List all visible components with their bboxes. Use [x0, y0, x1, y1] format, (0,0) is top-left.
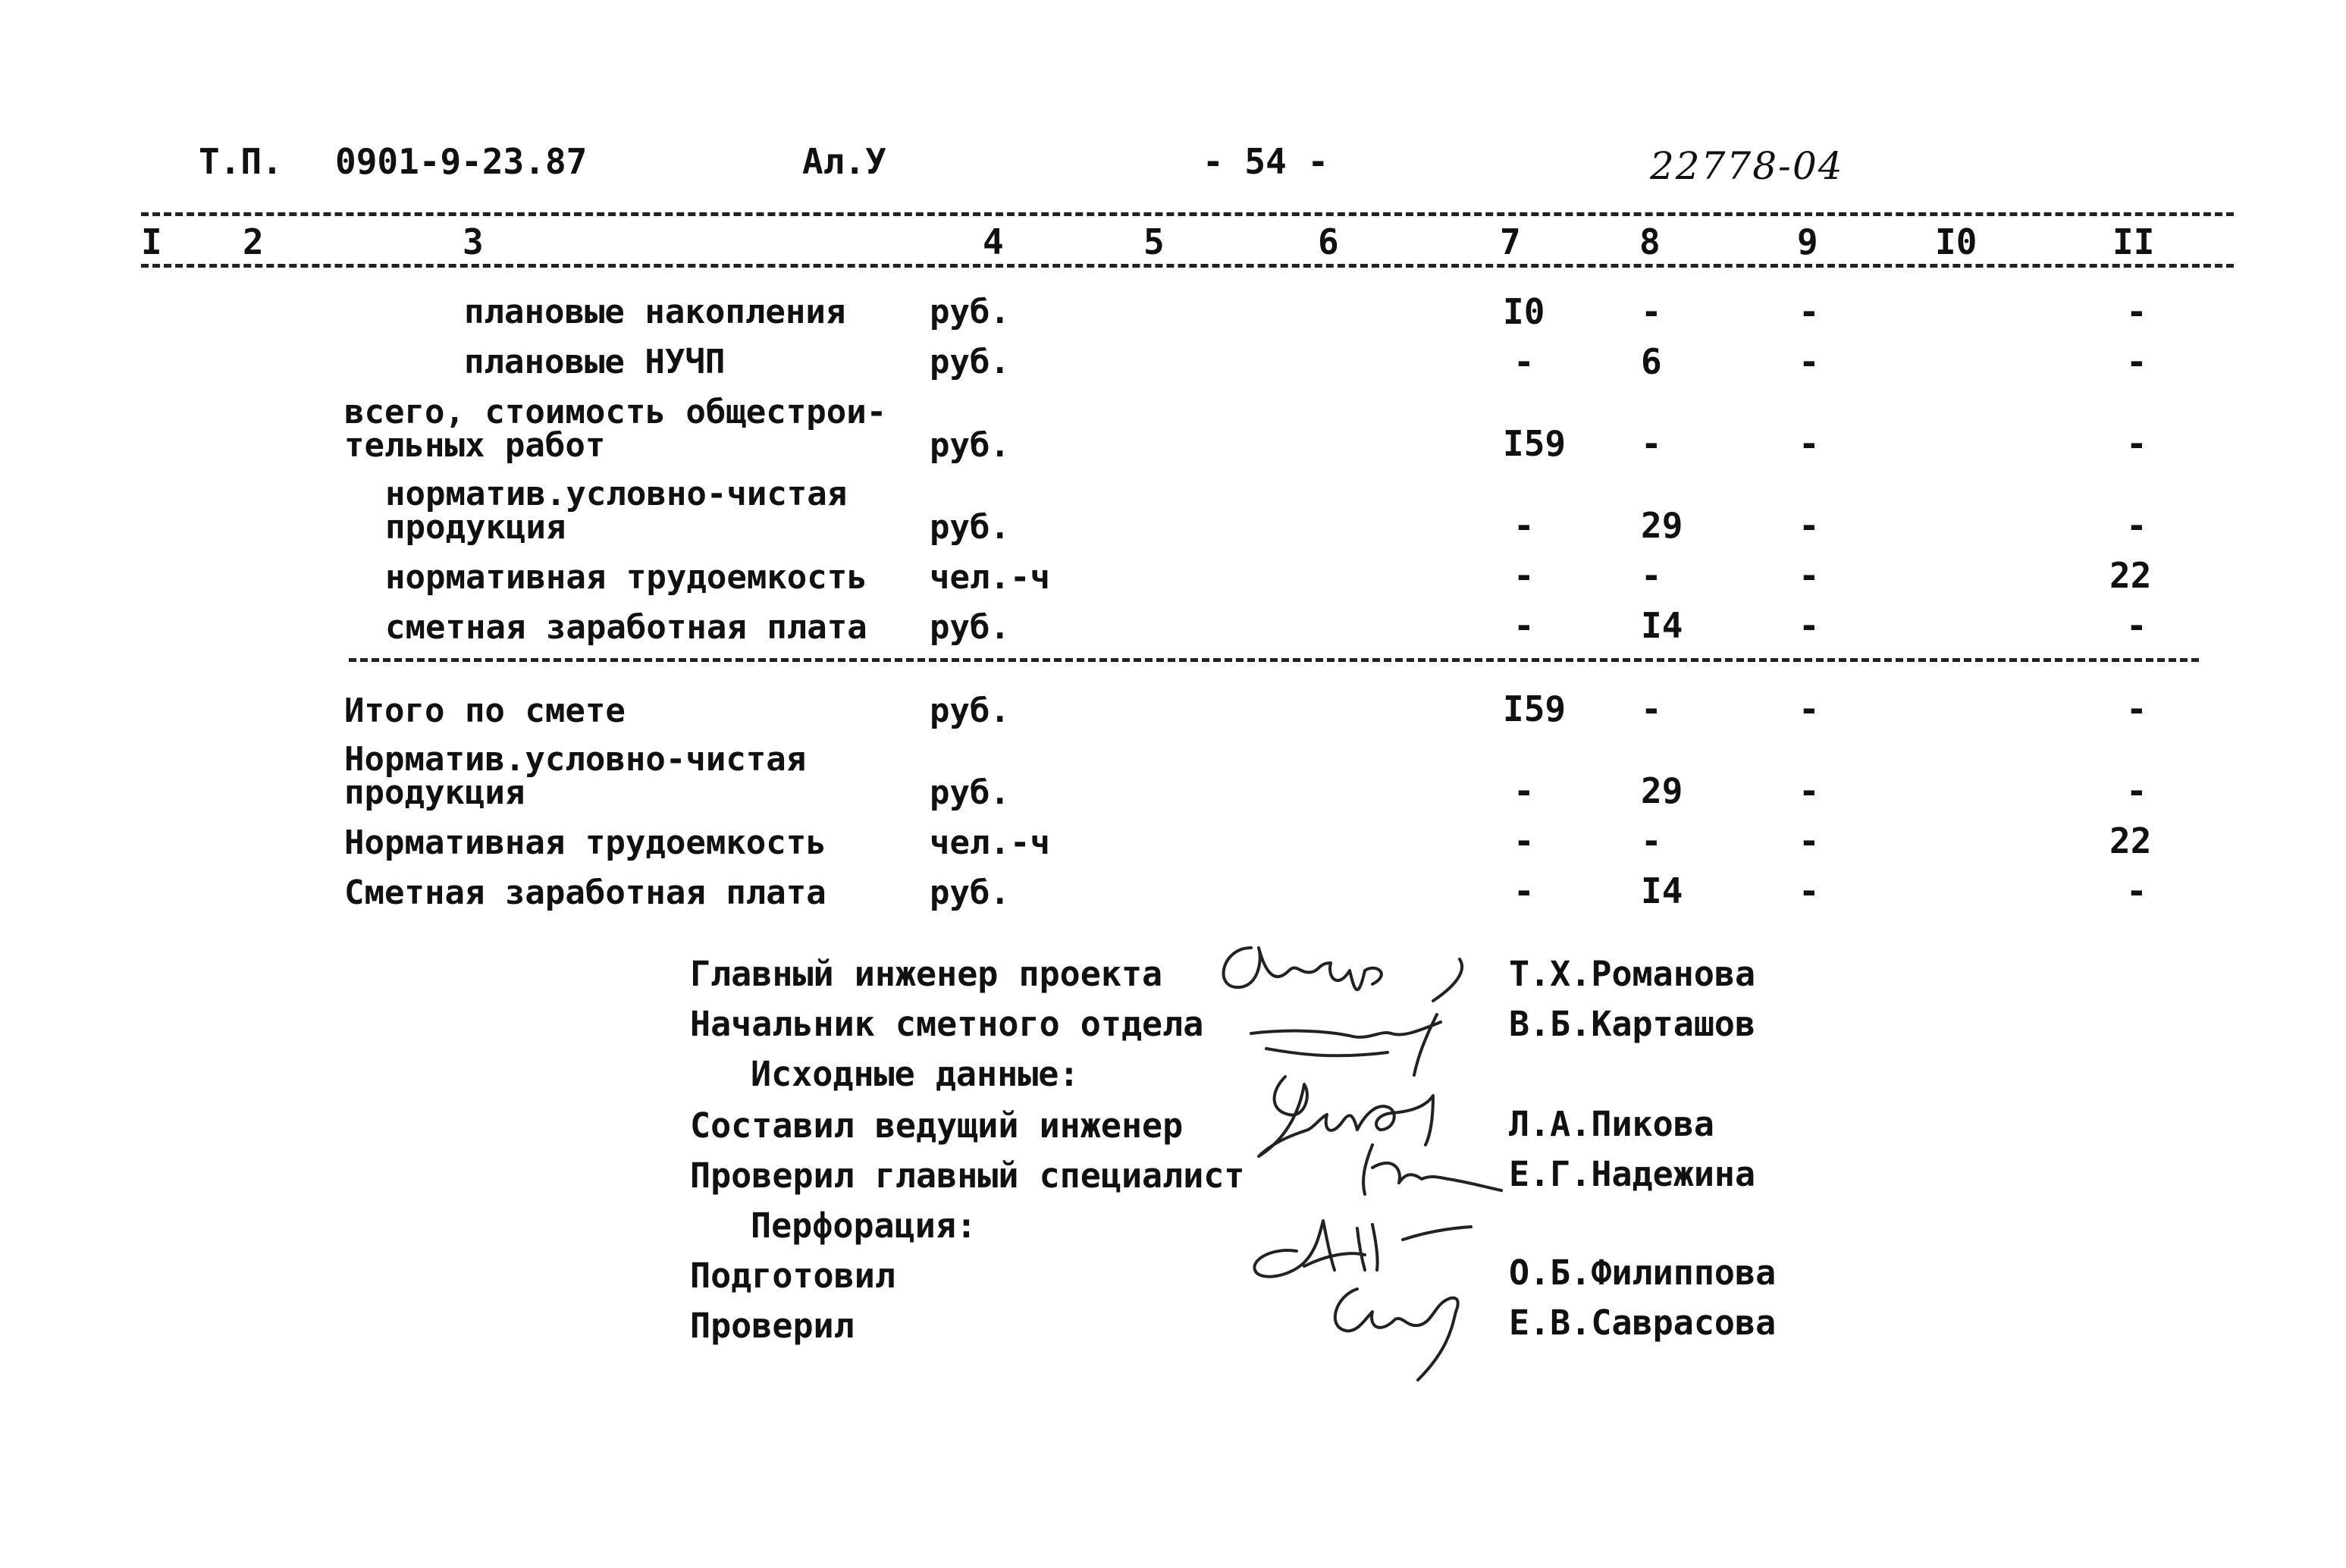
- cell-col8: -: [1641, 291, 1662, 332]
- column-number: 8: [1639, 221, 1661, 262]
- cell-col7: -: [1513, 555, 1535, 596]
- row-unit: руб.: [930, 608, 1010, 647]
- signer-name: В.Б.Карташов: [1509, 1004, 1756, 1044]
- total-label: Сметная заработная плата: [344, 873, 826, 912]
- cell-col11: -: [2126, 291, 2147, 332]
- section-label: Перфорация:: [751, 1206, 977, 1246]
- column-number: 5: [1143, 221, 1165, 262]
- row-unit: руб.: [930, 773, 1010, 812]
- column-number: 3: [463, 221, 484, 262]
- cell-col11: -: [2126, 605, 2147, 646]
- cell-col8: -: [1641, 820, 1662, 861]
- row-unit: руб.: [930, 873, 1010, 912]
- row-label: плановые накопления: [464, 293, 846, 331]
- cell-col8: -: [1641, 555, 1662, 596]
- total-label-line: продукция: [344, 773, 525, 812]
- cell-col7: I0: [1503, 291, 1545, 332]
- tp-label: Т.П.: [199, 141, 283, 182]
- row-unit: руб.: [930, 293, 1010, 331]
- cell-col9: -: [1799, 505, 1820, 546]
- cell-col11: -: [2126, 688, 2147, 729]
- cell-col9: -: [1799, 820, 1820, 861]
- total-label: Итого по смете: [344, 691, 626, 730]
- cell-col9: -: [1799, 341, 1820, 382]
- cell-col7: I59: [1503, 688, 1567, 729]
- signer-name: Т.Х.Романова: [1509, 954, 1756, 994]
- header-rule-bottom: [141, 264, 2234, 268]
- row-label-line: всего, стоимость общестрои-: [344, 393, 887, 431]
- doc-number: 22778-04: [1650, 144, 1844, 188]
- handwritten-signature: [1312, 1266, 1509, 1388]
- cell-col11: -: [2126, 341, 2147, 382]
- row-unit: чел.-ч: [930, 823, 1050, 862]
- cell-col9: -: [1799, 605, 1820, 646]
- row-label: сметная заработная плата: [385, 608, 867, 647]
- column-number: I0: [1935, 221, 1977, 262]
- row-label: плановые НУЧП: [464, 343, 726, 381]
- cell-col11: -: [2126, 870, 2147, 911]
- cell-col11: 22: [2109, 820, 2152, 861]
- cell-col7: -: [1513, 820, 1535, 861]
- row-label-line: продукция: [385, 508, 566, 547]
- cell-col9: -: [1799, 555, 1820, 596]
- cell-col9: -: [1799, 688, 1820, 729]
- cell-col7: I59: [1503, 423, 1567, 464]
- signer-role: Проверил главный специалист: [690, 1156, 1245, 1196]
- row-label-line: тельных работ: [344, 426, 606, 465]
- signer-role: Подготовил: [690, 1256, 895, 1296]
- column-number: 9: [1797, 221, 1818, 262]
- column-number: 6: [1318, 221, 1339, 262]
- cell-col8: I4: [1641, 870, 1683, 911]
- column-number: II: [2112, 221, 2155, 262]
- column-number: I: [141, 221, 162, 262]
- row-unit: чел.-ч: [930, 558, 1050, 597]
- cell-col8: I4: [1641, 605, 1683, 646]
- header-rule-top: [141, 212, 2234, 216]
- cell-col11: -: [2126, 505, 2147, 546]
- album-label: Ал.У: [802, 141, 886, 182]
- row-label: нормативная трудоемкость: [385, 558, 867, 597]
- cell-col11: 22: [2109, 555, 2152, 596]
- signer-role: Проверил: [690, 1306, 855, 1346]
- signer-name: Л.А.Пикова: [1509, 1104, 1714, 1144]
- total-label-line: Норматив.условно-чистая: [344, 740, 807, 779]
- cell-col11: -: [2126, 770, 2147, 811]
- cell-col8: -: [1641, 423, 1662, 464]
- row-unit: руб.: [930, 691, 1010, 730]
- cell-col7: -: [1513, 505, 1535, 546]
- cell-col7: -: [1513, 341, 1535, 382]
- signer-role: Главный инженер проекта: [690, 954, 1163, 994]
- cell-col11: -: [2126, 423, 2147, 464]
- column-number: 7: [1500, 221, 1521, 262]
- cell-col9: -: [1799, 423, 1820, 464]
- column-number: 2: [243, 221, 264, 262]
- page-number: - 54 -: [1203, 141, 1329, 182]
- signer-name: Е.В.Саврасова: [1509, 1303, 1777, 1343]
- cell-col9: -: [1799, 291, 1820, 332]
- section-label: Исходные данные:: [751, 1054, 1080, 1094]
- row-unit: руб.: [930, 426, 1010, 465]
- cell-col7: -: [1513, 605, 1535, 646]
- project-code: 0901-9-23.87: [335, 141, 588, 182]
- signer-role: Составил ведущий инженер: [690, 1105, 1184, 1146]
- cell-col8: 29: [1641, 505, 1683, 546]
- cell-col9: -: [1799, 870, 1820, 911]
- section-rule: [349, 658, 2199, 662]
- cell-col8: 6: [1641, 341, 1662, 382]
- signer-name: Е.Г.Надежина: [1509, 1154, 1756, 1194]
- cell-col7: -: [1513, 770, 1535, 811]
- handwritten-signature: [1206, 917, 1479, 1008]
- handwritten-signature: [1350, 1137, 1516, 1206]
- column-number: 4: [983, 221, 1004, 262]
- cell-col8: -: [1641, 688, 1662, 729]
- signer-role: Начальник сметного отдела: [690, 1004, 1204, 1044]
- row-unit: руб.: [930, 508, 1010, 547]
- cell-col9: -: [1799, 770, 1820, 811]
- cell-col8: 29: [1641, 770, 1683, 811]
- cell-col7: -: [1513, 870, 1535, 911]
- total-label: Нормативная трудоемкость: [344, 823, 826, 862]
- signer-name: О.Б.Филиппова: [1509, 1253, 1777, 1293]
- row-unit: руб.: [930, 343, 1010, 381]
- row-label-line: норматив.условно-чистая: [385, 475, 848, 513]
